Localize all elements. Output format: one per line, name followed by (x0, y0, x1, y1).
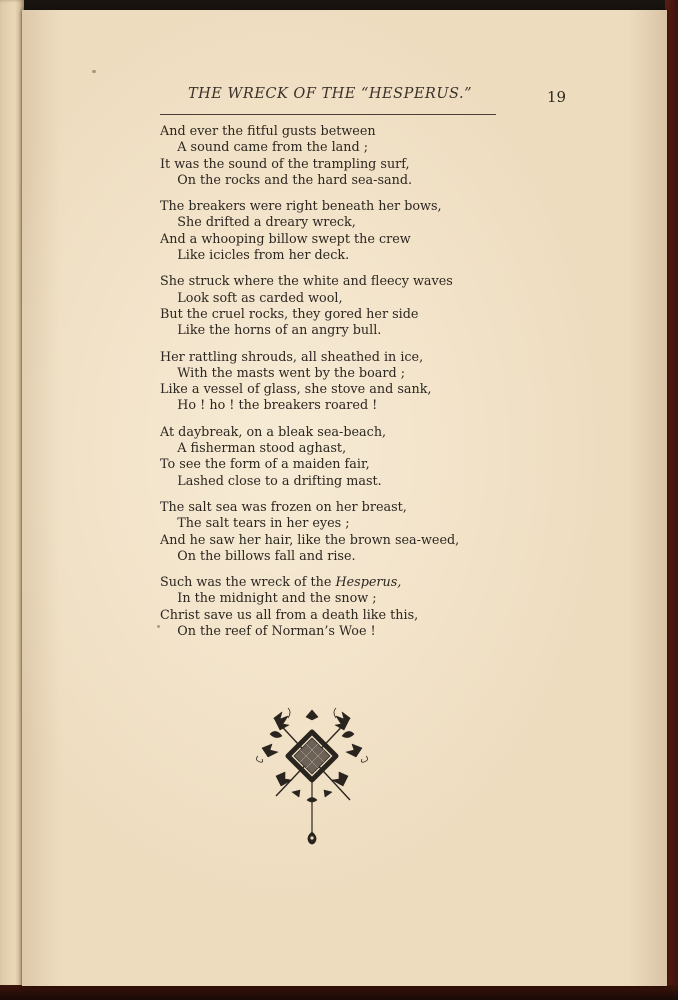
poem-line: Her rattling shrouds, all sheathed in ice, (160, 349, 424, 365)
poem-line: At daybreak, on a bleak sea-beach, (160, 424, 387, 440)
poem-body (160, 124, 500, 650)
stanza-2 (160, 199, 500, 264)
poem-line: On the rocks and the hard sea-sand. (177, 172, 413, 188)
poem-line: Christ save us all from a death like this, (160, 607, 419, 623)
poem-line: Ho ! ho ! the breakers roared ! (177, 398, 378, 414)
poem-line: To see the form of a maiden fair, (160, 457, 370, 473)
header-rule (160, 114, 496, 115)
poem-line: Like a vessel of glass, she stove and sank, (160, 382, 432, 398)
poem-line: On the billows fall and rise. (177, 548, 356, 564)
poem-line: Lashed close to a drifting mast. (177, 473, 382, 489)
poem-line (160, 575, 486, 591)
stanza-7 (160, 575, 500, 640)
stanza-5 (160, 425, 500, 490)
stanza-3 (160, 274, 500, 339)
poem-line: The breakers were right beneath her bows, (160, 199, 442, 215)
poem-line: A sound came from the land ; (177, 140, 369, 156)
ship-name-italic: Hesperus, (335, 575, 402, 591)
poem-line: A fisherman stood aghast, (177, 441, 347, 457)
poem-line: Like the horns of an angry bull. (177, 323, 382, 339)
page-number: 19 (547, 88, 567, 106)
running-header-title: THE WRECK OF THE “HESPERUS.” (187, 86, 472, 102)
paper-spot (92, 70, 96, 73)
stanza-4 (160, 350, 500, 415)
poem-line: She struck where the white and fleecy waves (160, 274, 453, 290)
poem-line: With the masts went by the board ; (177, 365, 406, 381)
poem-line: The salt sea was frozen on her breast, (160, 499, 407, 515)
poem-line: It was the sound of the trampling surf, (160, 156, 410, 172)
poem-line: Look soft as carded wool, (177, 290, 343, 306)
poem-line: And ever the fitful gusts between (160, 124, 376, 139)
ivy-diamond-tailpiece-icon (252, 704, 372, 849)
poem-line: And he saw her hair, like the brown sea-weed, (160, 532, 460, 548)
stanza-6 (160, 500, 500, 565)
previous-page-edge (0, 0, 24, 988)
poem-line: In the midnight and the snow ; (177, 591, 377, 607)
stanza-1 (160, 124, 500, 189)
book-cover-bottom (0, 985, 678, 1000)
poem-line: Like icicles from her deck. (177, 248, 350, 264)
poem-line: She drifted a dreary wreck, (177, 215, 356, 231)
poem-line: The salt tears in her eyes ; (177, 516, 350, 532)
poem-line: And a whooping billow swept the crew (160, 231, 411, 247)
poem-line: On the reef of Norman’s Woe ! (177, 624, 376, 640)
poem-line: But the cruel rocks, they gored her side (160, 306, 419, 322)
poem-line-text: Such was the wreck of the (160, 575, 336, 591)
